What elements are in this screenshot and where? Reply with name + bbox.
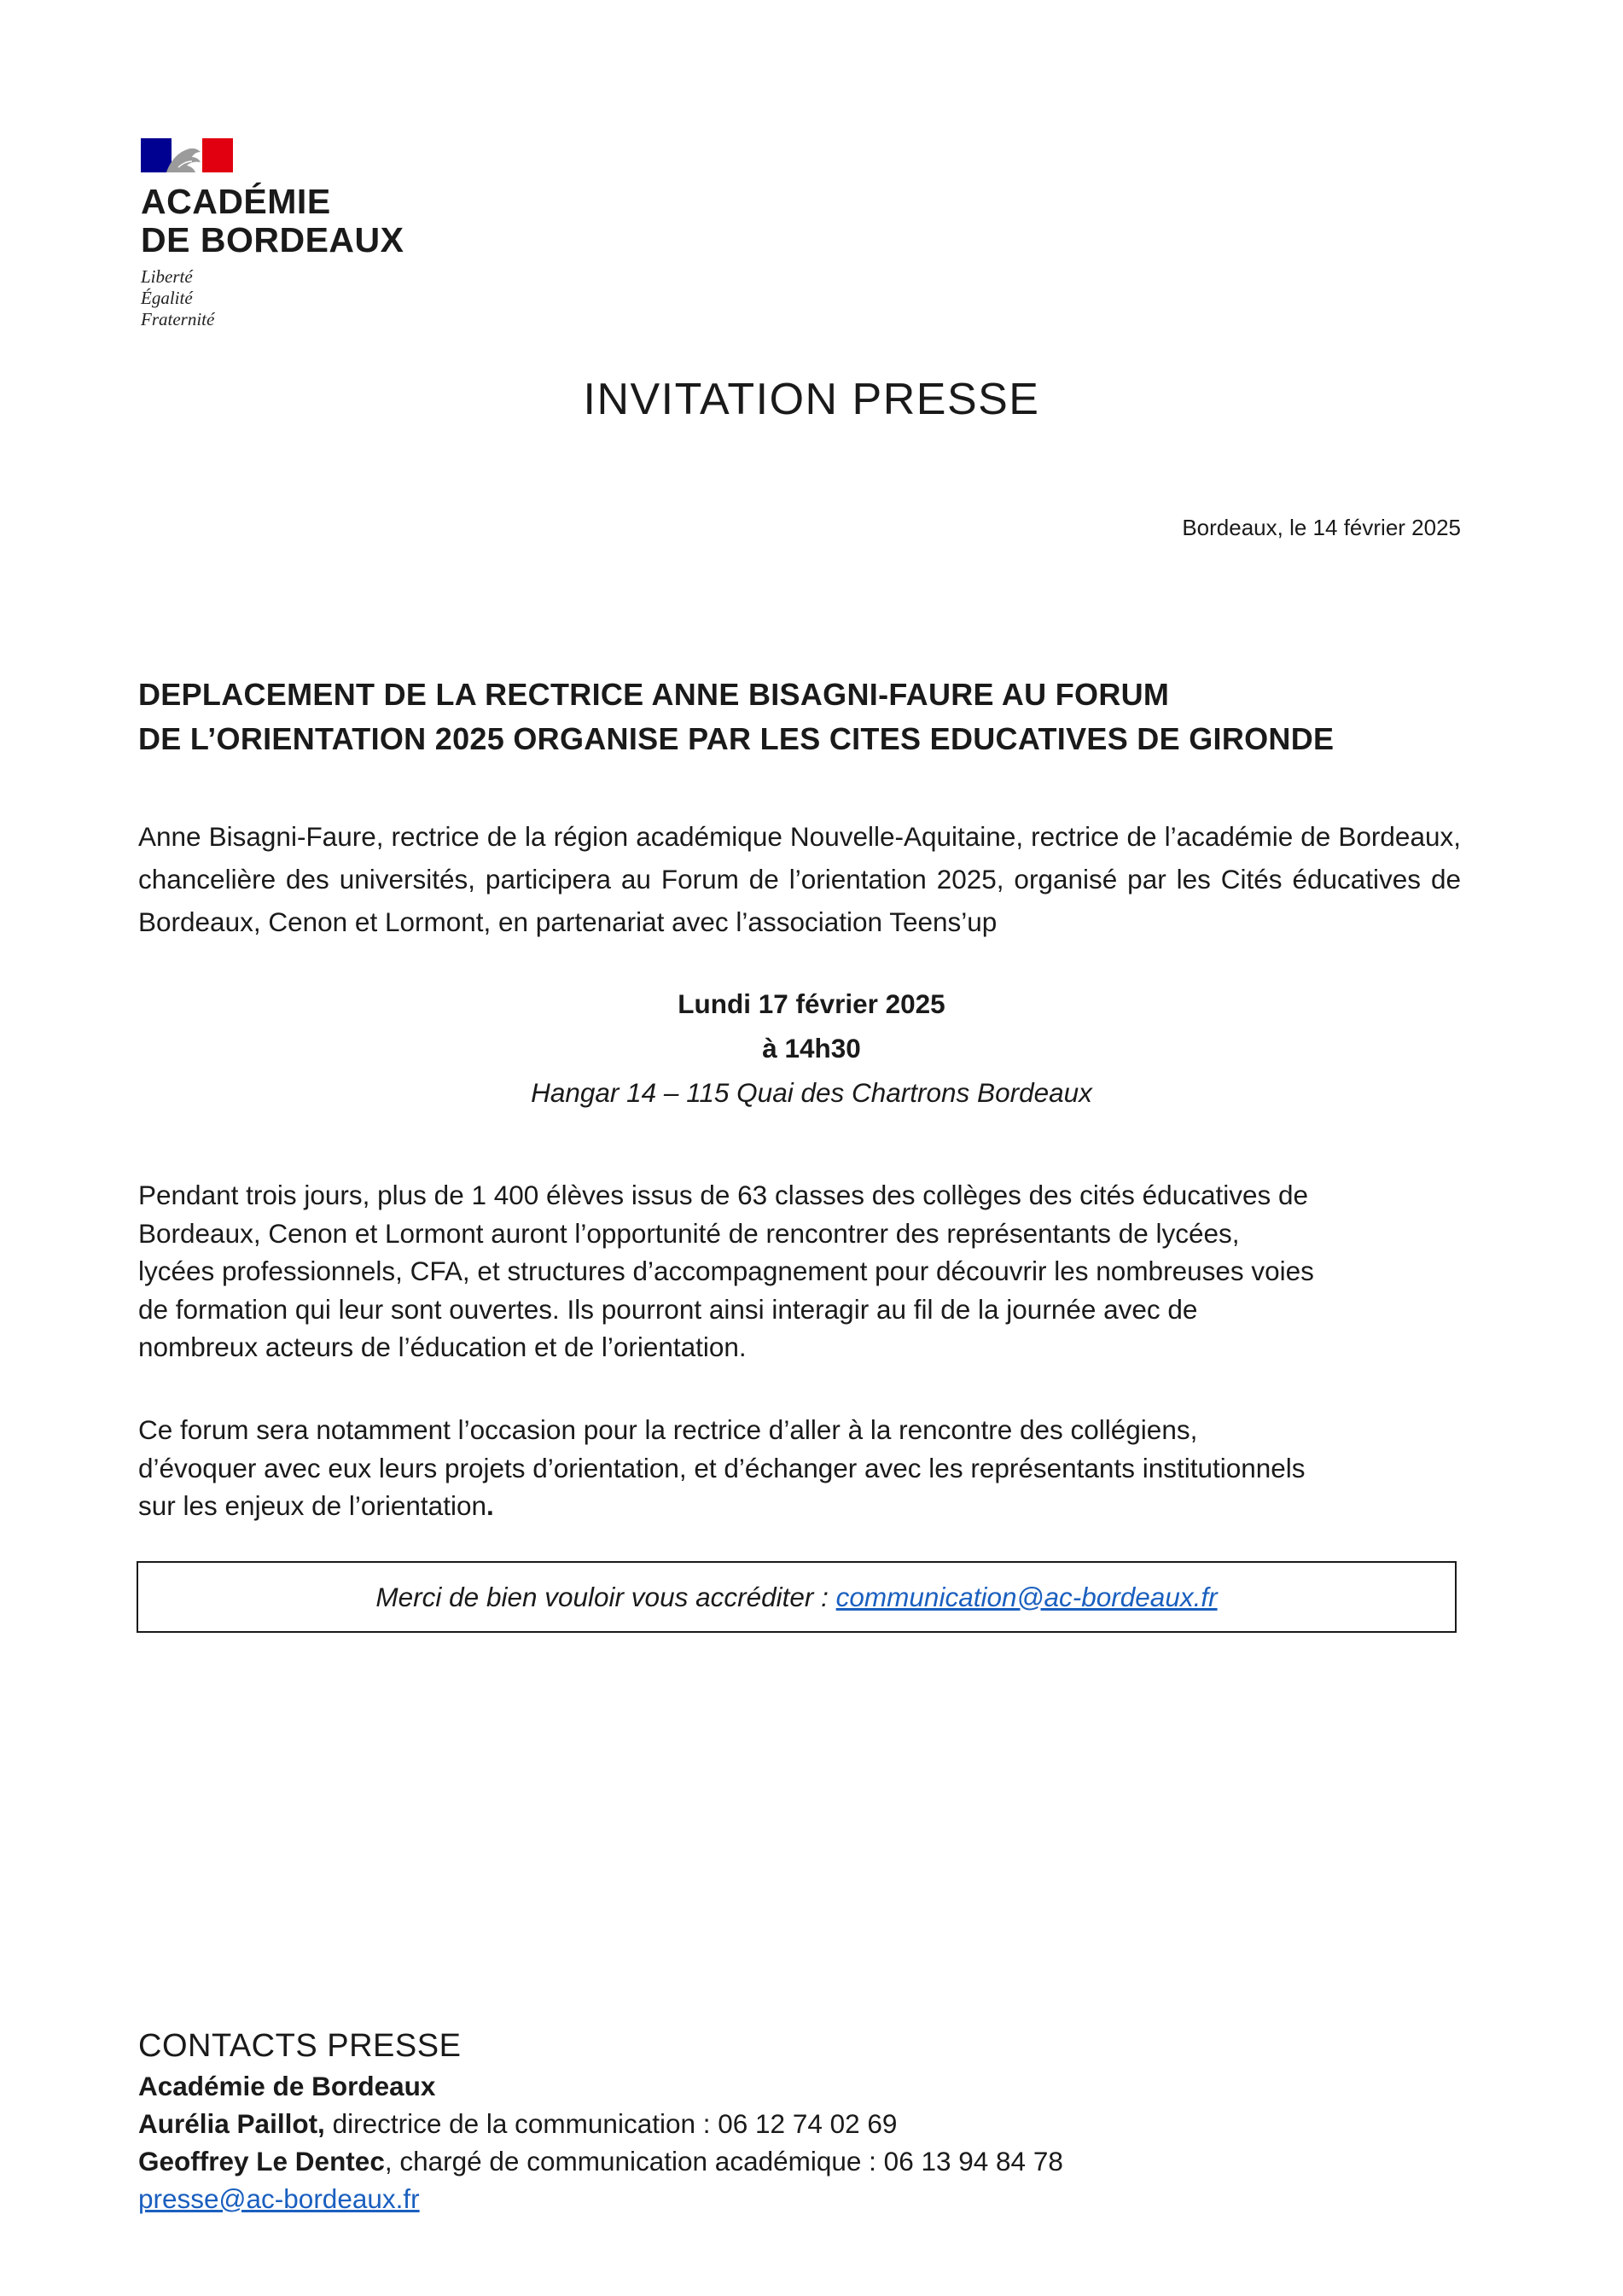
document-type-title: INVITATION PRESSE — [583, 375, 1040, 424]
contacts-email-link[interactable]: presse@ac-bordeaux.fr — [138, 2183, 420, 2214]
body2-end-period: . — [486, 1490, 494, 1521]
accreditation-box — [137, 1561, 1457, 1633]
body1-line: Pendant trois jours, plus de 1 400 élèves issus de 63 classes des collèges des cités éducatives de — [138, 1180, 1309, 1210]
body1-line: Bordeaux, Cenon et Lormont auront l’opportunité de rencontrer des représentants de lycées, — [138, 1217, 1240, 1249]
body2-line-last — [138, 1487, 1478, 1525]
accreditation-text: Merci de bien vouloir vous accréditer : — [375, 1581, 836, 1612]
contact-2-name: Geoffrey Le Dentec — [138, 2146, 385, 2177]
contacts-org: Académie de Bordeaux — [138, 2071, 436, 2101]
body-paragraph-1 — [138, 1176, 1478, 1367]
contacts-email-row — [138, 2180, 1063, 2217]
body2-line: Ce forum sera notamment l’occasion pour la rectrice d’aller à la rencontre des collégiens, — [138, 1414, 1198, 1445]
marianne-flag-icon — [141, 138, 233, 172]
body2-line: d’évoquer avec eux leurs projets d’orientation, et d’échanger avec les représentants institutionnels — [138, 1452, 1306, 1483]
motto-egalite: Égalité — [141, 288, 193, 308]
academie-name — [141, 183, 404, 259]
contact-1-role: directrice de la communication : 06 12 74 02 69 — [324, 2108, 898, 2139]
press-contacts — [138, 2025, 1063, 2217]
body-paragraph-2 — [138, 1411, 1478, 1525]
academie-name-line1: ACADÉMIE — [141, 182, 331, 221]
event-details — [0, 982, 1623, 1115]
motto-liberte: Liberté — [141, 266, 193, 287]
body2-line-text: sur les enjeux de l’orientation — [138, 1490, 486, 1521]
contact-2 — [138, 2142, 1063, 2180]
motto-fraternite: Fraternité — [141, 309, 215, 329]
accreditation-email-link[interactable]: communication@ac-bordeaux.fr — [835, 1581, 1218, 1612]
headline — [138, 673, 1334, 761]
contact-2-role: , chargé de communication académique : 06 13 94 84 78 — [384, 2146, 1063, 2177]
event-place: Hangar 14 – 115 Quai des Chartrons Bordeaux — [531, 1077, 1092, 1108]
headline-line2: DE L’ORIENTATION 2025 ORGANISE PAR LES CITES EDUCATIVES DE GIRONDE — [138, 721, 1335, 756]
event-day: Lundi 17 février 2025 — [678, 988, 945, 1019]
document-date: Bordeaux, le 14 février 2025 — [1182, 515, 1461, 540]
body1-line: lycées professionnels, CFA, et structures d’accompagnement pour découvrir les nombreuses voies — [138, 1256, 1314, 1286]
contacts-heading: CONTACTS PRESSE — [138, 2028, 462, 2064]
republic-motto — [141, 266, 404, 330]
contact-1-name: Aurélia Paillot, — [138, 2108, 325, 2139]
body1-line: de formation qui leur sont ouvertes. Ils pourront ainsi interagir au fil de la journée avec de — [138, 1293, 1198, 1325]
event-time: à 14h30 — [762, 1033, 861, 1064]
academie-logo — [141, 138, 404, 330]
academie-name-line2: DE BORDEAUX — [141, 220, 404, 259]
contact-1 — [138, 2105, 1063, 2142]
intro-paragraph: Anne Bisagni-Faure, rectrice de la région académique Nouvelle-Aquitaine, rectrice de l’académie de Bordeaux, chancelière des universités, participera au Forum de l’orientation 2025, organisé par les Cités éducatives de Bordeaux, Cenon et Lormont, en partenariat avec l’association Teens’up — [138, 821, 1461, 937]
body1-line: nombreux acteurs de l’éducation et de l’orientation. — [138, 1332, 747, 1362]
headline-line1: DEPLACEMENT DE LA RECTRICE ANNE BISAGNI-FAURE AU FORUM — [138, 677, 1170, 712]
